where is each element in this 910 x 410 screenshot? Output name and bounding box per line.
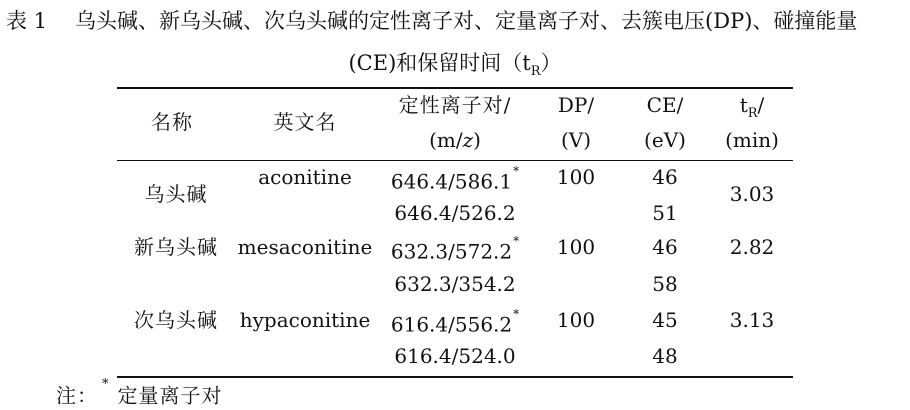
- row-ion: 646.4/526.2: [394, 201, 516, 225]
- row-ion-quant: 632.3/572.2*: [390, 234, 520, 264]
- table-caption: [6, 8, 857, 34]
- header-qualitative-ion-pair: 定性离子对/: [398, 93, 512, 117]
- row-dp: 100: [556, 165, 596, 189]
- header-rt-unit: (min): [725, 128, 779, 152]
- header-english-name: 英文名: [273, 110, 337, 134]
- caption-label: 表 1: [6, 9, 48, 33]
- row-english: aconitine: [258, 165, 352, 189]
- header-ion-unit: (m/z): [429, 128, 481, 152]
- row-ce: 46: [652, 235, 678, 259]
- row-retention-time: 3.13: [729, 308, 775, 332]
- table-caption-line2: (CE)和保留时间$(t_R)$: [348, 51, 562, 80]
- header-dp: DP/: [557, 93, 595, 117]
- row-ion: 616.4/524.0: [394, 344, 516, 368]
- row-name: 乌头碱: [144, 182, 208, 206]
- header-rule: [117, 160, 793, 161]
- row-ce: 48: [652, 344, 678, 368]
- row-name: 新乌头碱: [134, 235, 218, 259]
- row-ion: 632.3/354.2: [394, 272, 516, 296]
- row-ion-quant: 616.4/556.2*: [390, 307, 520, 337]
- row-ce: 58: [652, 272, 678, 296]
- row-ce: 51: [652, 201, 678, 225]
- row-name: 次乌头碱: [134, 308, 218, 332]
- caption-title-line1: 乌头碱、新乌头碱、次乌头碱的定性离子对、定量离子对、去簇电压(DP)、碰撞能量: [75, 9, 858, 33]
- row-retention-time: 2.82: [729, 235, 775, 259]
- row-english: hypaconitine: [239, 308, 371, 332]
- row-english: mesaconitine: [237, 235, 373, 259]
- header-dp-unit: (V): [560, 128, 592, 152]
- table-footnote: 注： * 定量离子对: [56, 377, 223, 408]
- row-dp: 100: [556, 235, 596, 259]
- top-rule: [117, 87, 793, 89]
- header-name: 名称: [151, 110, 193, 134]
- header-retention-time: $t_R/$: [739, 93, 765, 121]
- row-ce: 45: [652, 308, 678, 332]
- row-ce: 46: [652, 165, 678, 189]
- header-ce-unit: (eV): [644, 128, 686, 152]
- row-ion-quant: 646.4/586.1*: [390, 164, 520, 194]
- row-retention-time: 3.03: [729, 182, 775, 206]
- header-ce: CE/: [646, 93, 684, 117]
- bottom-rule: [117, 376, 793, 378]
- row-dp: 100: [556, 308, 596, 332]
